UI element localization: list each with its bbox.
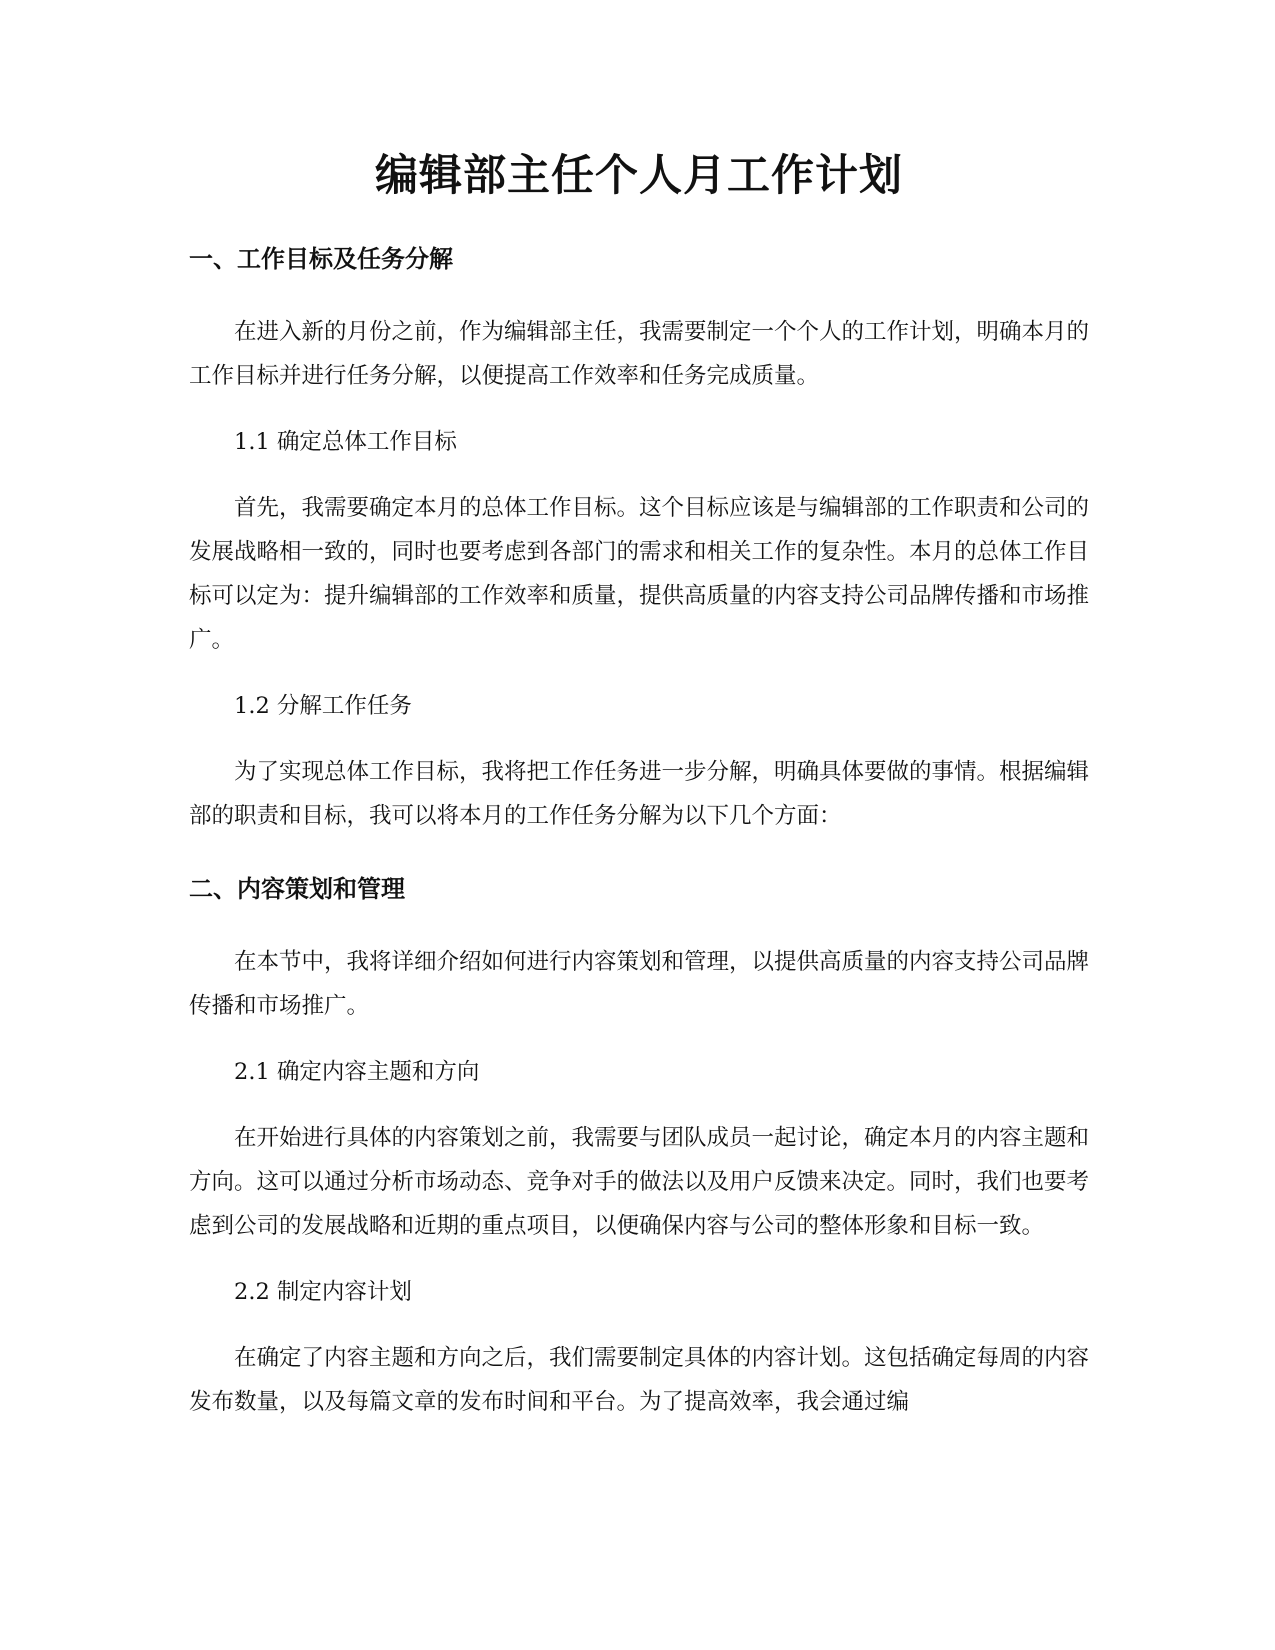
section-heading-1: 一、工作目标及任务分解 bbox=[189, 245, 453, 273]
section-heading-2: 二、内容策划和管理 bbox=[189, 875, 405, 903]
subsection-heading-1-2: 1.2 分解工作任务 bbox=[234, 693, 412, 719]
section-1-intro: 在进入新的月份之前，作为编辑部主任，我需要制定一个个人的工作计划，明确本月的工作目标并进行任务分解，以便提高工作效率和任务完成质量。 bbox=[189, 319, 1090, 389]
subsection-heading-2-1: 2.1 确定内容主题和方向 bbox=[234, 1059, 480, 1085]
section-2-intro: 在本节中，我将详细介绍如何进行内容策划和管理，以提供高质量的内容支持公司品牌传播和市场推广。 bbox=[189, 949, 1090, 1019]
document-body bbox=[189, 150, 1089, 1424]
subsection-heading-2-2: 2.2 制定内容计划 bbox=[234, 1279, 412, 1305]
subsection-heading-1-1: 1.1 确定总体工作目标 bbox=[234, 429, 457, 455]
document-title: 编辑部主任个人月工作计划 bbox=[375, 151, 903, 201]
subsection-1-2-body: 为了实现总体工作目标，我将把工作任务进一步分解，明确具体要做的事情。根据编辑部的职责和目标，我可以将本月的工作任务分解为以下几个方面： bbox=[189, 759, 1090, 829]
subsection-2-2-body: 在确定了内容主题和方向之后，我们需要制定具体的内容计划。这包括确定每周的内容发布数量，以及每篇文章的发布时间和平台。为了提高效率，我会通过编 bbox=[189, 1345, 1090, 1415]
subsection-1-1-body: 首先，我需要确定本月的总体工作目标。这个目标应该是与编辑部的工作职责和公司的发展战略相一致的，同时也要考虑到各部门的需求和相关工作的复杂性。本月的总体工作目标可以定为：提升编辑部的工作效率和质量，提供高质量的内容支持公司品牌传播和市场推广。 bbox=[189, 495, 1090, 653]
subsection-2-1-body: 在开始进行具体的内容策划之前，我需要与团队成员一起讨论，确定本月的内容主题和方向。这可以通过分析市场动态、竞争对手的做法以及用户反馈来决定。同时，我们也要考虑到公司的发展战略和近期的重点项目，以便确保内容与公司的整体形象和目标一致。 bbox=[189, 1125, 1090, 1239]
